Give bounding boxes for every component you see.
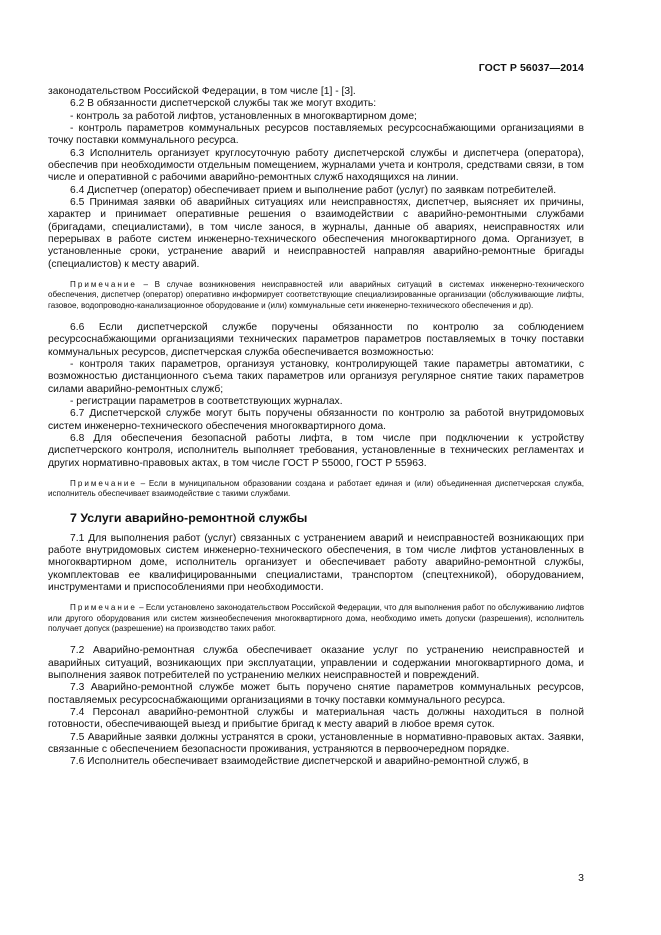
paragraph: 7.1 Для выполнения работ (услуг) связанных с устранением аварий и неисправностей возникающих при работе внутридомовых систем инженерно-технического обеспечения, в том числе лифтов установленных в многоквартирном доме, исполнитель организует и обеспечивает работу аварийно-ремонтной службы, укомплектовав ее квалифицированными специалистами, транспортом (спецтехникой), оборудованием, инструментами и приспособлениями при необходимости.	[48, 532, 584, 594]
paragraph: 7.2 Аварийно-ремонтная служба обеспечивает оказание услуг по устранению неисправностей и аварийных ситуаций, возникающих при эксплуатации, управлении и содержании многоквартирного дома, и выполнения заявок потребителей по устранению мелких неисправностей и повреждений.	[48, 645, 584, 682]
paragraph: 6.7 Диспетчерской службе могут быть поручены обязанности по контролю за работой внутридомовых систем инженерно-технического обеспечения многоквартирного дома.	[48, 408, 584, 432]
paragraph: 6.5 Принимая заявки об аварийных ситуациях или неисправностях, диспетчер, выясняет их причины, характер и принимает оперативные решения о взаимодействии с аварийно-ремонтными службами (бригадами, специалистами), в том числе занося, в журналы, данные об авариях, неисправностях или перерывах в работе систем инженерно-технического обеспечения многоквартирного дома. Организует, в установленные сроки, устранение аварий и неисправностей направляя аварийно-ремонтные бригады (специалистов) к месту аварий.	[48, 197, 584, 270]
note-text: – Если в муниципальном образовании создана и работает единая и (или) объединенная диспетчерская служба, исполнитель обеспечивает взаимодействие с такими службами.	[48, 479, 584, 499]
note-label: Примечание	[70, 603, 137, 613]
document-body	[48, 86, 584, 769]
paragraph: 7.3 Аварийно-ремонтной службе может быть поручено снятие параметров коммунальных ресурсов, поставляемых ресурсоснабжающими организациями в точку поставки коммунального ресурса.	[48, 682, 584, 706]
note-label: Примечание	[70, 479, 137, 489]
paragraph: 7.4 Персонал аварийно-ремонтной службы и материальная часть должны находиться в полной готовности, обеспечивающей выезд и прибытие бригад к месту аварий в любое время суток.	[48, 707, 584, 731]
paragraph-group-7-1	[48, 533, 584, 595]
note-unified-dispatch	[48, 479, 584, 500]
note-permits	[48, 603, 584, 634]
document-code: ГОСТ Р 56037—2014	[478, 62, 584, 74]
paragraph: 6.8 Для обеспечения безопасной работы лифта, в том числе при подключении к устройству диспетчерского контроля, исполнитель выполняет требования, установленные в технических регламентах и других нормативно-правовых актах, в том числе ГОСТ Р 55000, ГОСТ Р 55963.	[48, 433, 584, 469]
note-dispatcher-informs	[48, 280, 584, 311]
page-number: 3	[578, 872, 584, 884]
paragraph: - контроля таких параметров, организуя установку, контролирующей такие параметры автоматики, с возможностью дистанционного съема таких параметров или организуя регулярное снятие таких параметров силами аварийно-ремонтных служб;	[48, 359, 584, 395]
paragraph: - контроль за работой лифтов, установленных в многоквартирном доме;	[70, 110, 417, 122]
paragraph-group-6-1-6-5	[48, 86, 584, 271]
note-text: – В случае возникновения неисправностей или аварийных ситуаций в системах инженерно-технического обеспечения, диспетчер (оператор) оперативно информирует соответствующие специализированные организации (обслуживающие лифты, газовое, водопроводно-канализационное оборудование и (или) коммунальные сети инженерно-технического обеспечения и др).	[48, 280, 584, 310]
section-7-title: 7 Услуги аварийно-ремонтной службы	[70, 510, 308, 525]
note-label: Примечание	[70, 280, 137, 290]
paragraph: 6.6 Если диспетчерской службе поручены обязанности по контролю за соблюдением ресурсоснабжающими организациями технических параметров параметров поставляемых в точку поставки коммунальных ресурсов, диспетчерская служба обеспечивается возможностью:	[48, 322, 584, 358]
note-text: – Если установлено законодательством Российской Федерации, что для выполнения работ по обслуживанию лифтов или другого оборудования или систем жизнеобеспечения многоквартирного дома, необходимо иметь допуски (разрешения), исполнитель получает допуск (разрешение) на производство таких работ.	[48, 603, 585, 634]
paragraph: 7.6 Исполнитель обеспечивает взаимодействие диспетчерской и аварийно-ремонтной служб, в	[70, 756, 529, 768]
paragraph: 6.2 В обязанности диспетчерской службы так же могут входить:	[70, 98, 377, 110]
paragraph: 6.3 Исполнитель организует круглосуточную работу диспетчерской службы и диспетчера (оператора), обеспечив при необходимости отдельным помещением, журналами учета и контроля, средствами связи, в том числе и оперативной с рабочими аварийно-ремонтных служб находящихся на линии.	[48, 147, 584, 184]
paragraph-group-6-6-6-8	[48, 322, 584, 470]
paragraph-group-7-2-7-6	[48, 645, 584, 768]
paragraph: 7.5 Аварийные заявки должны устранятся в сроки, установленные в нормативно-правовых актах. Заявки, связанные с обеспечением безопасности проживания, устраняются в первоочередном порядке.	[48, 731, 584, 756]
paragraph: - регистрации параметров в соответствующих журналах.	[70, 396, 343, 408]
paragraph: - контроль параметров коммунальных ресурсов поставляемых ресурсоснабжающими организациями в точку поставки коммунального ресурса.	[48, 123, 584, 147]
paragraph: законодательством Российской Федерации, в том числе [1] - [3].	[48, 86, 356, 97]
paragraph: 6.4 Диспетчер (оператор) обеспечивает прием и выполнение работ (услуг) по заявкам потребителей.	[70, 184, 557, 196]
